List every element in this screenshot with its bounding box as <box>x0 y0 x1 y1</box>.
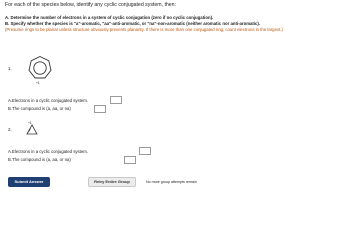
question-1-charge-label: +1 <box>36 81 40 85</box>
question-2-prompt-b: B.The compound is (a, aa, or na) <box>8 157 71 162</box>
question-1-electrons-input[interactable] <box>110 96 122 104</box>
question-1-number: 1. <box>8 66 12 71</box>
attempts-status: No more group attempts remain <box>146 180 197 184</box>
question-1-prompt-a: A.Electrons in a cyclic conjugated system. <box>8 98 89 103</box>
question-1-aromaticity-input[interactable] <box>94 105 106 113</box>
question-2-aromaticity-input[interactable] <box>124 156 136 164</box>
question-2-number: 2. <box>8 127 12 132</box>
question-2-charge-label: +1 <box>28 121 32 125</box>
question-2-electrons-input[interactable] <box>139 147 151 155</box>
cyclopropenyl-cation-structure <box>26 124 38 135</box>
question-2-prompt-a: A.Electrons in a cyclic conjugated system. <box>8 149 89 154</box>
intro-text: For each of the species below, identify any cyclic conjugated system, then: <box>5 2 176 8</box>
submit-answer-button[interactable]: Submit Answer <box>8 177 50 187</box>
retry-entire-group-button[interactable]: Retry Entire Group <box>88 177 136 187</box>
instruction-b: B. Specify whether the species is "a"-aromatic, "aa"-anti-aromatic, or "na"-non-aromatic (neither aromatic nor anti-aromatic). <box>5 21 261 26</box>
question-1-prompt-b: B.The compound is (a, aa, or na) <box>8 106 71 111</box>
instruction-note: (Presume rings to be planar unless structure obviously prevents planarity. If there is more than one conjugated ring, count electrons in the largest.) <box>5 27 283 32</box>
cycloheptatrienyl-cation-structure <box>27 55 53 81</box>
instruction-a: A. Determine the number of electrons in a system of cyclic conjugation (zero if no cyclic conjugation). <box>5 15 214 20</box>
